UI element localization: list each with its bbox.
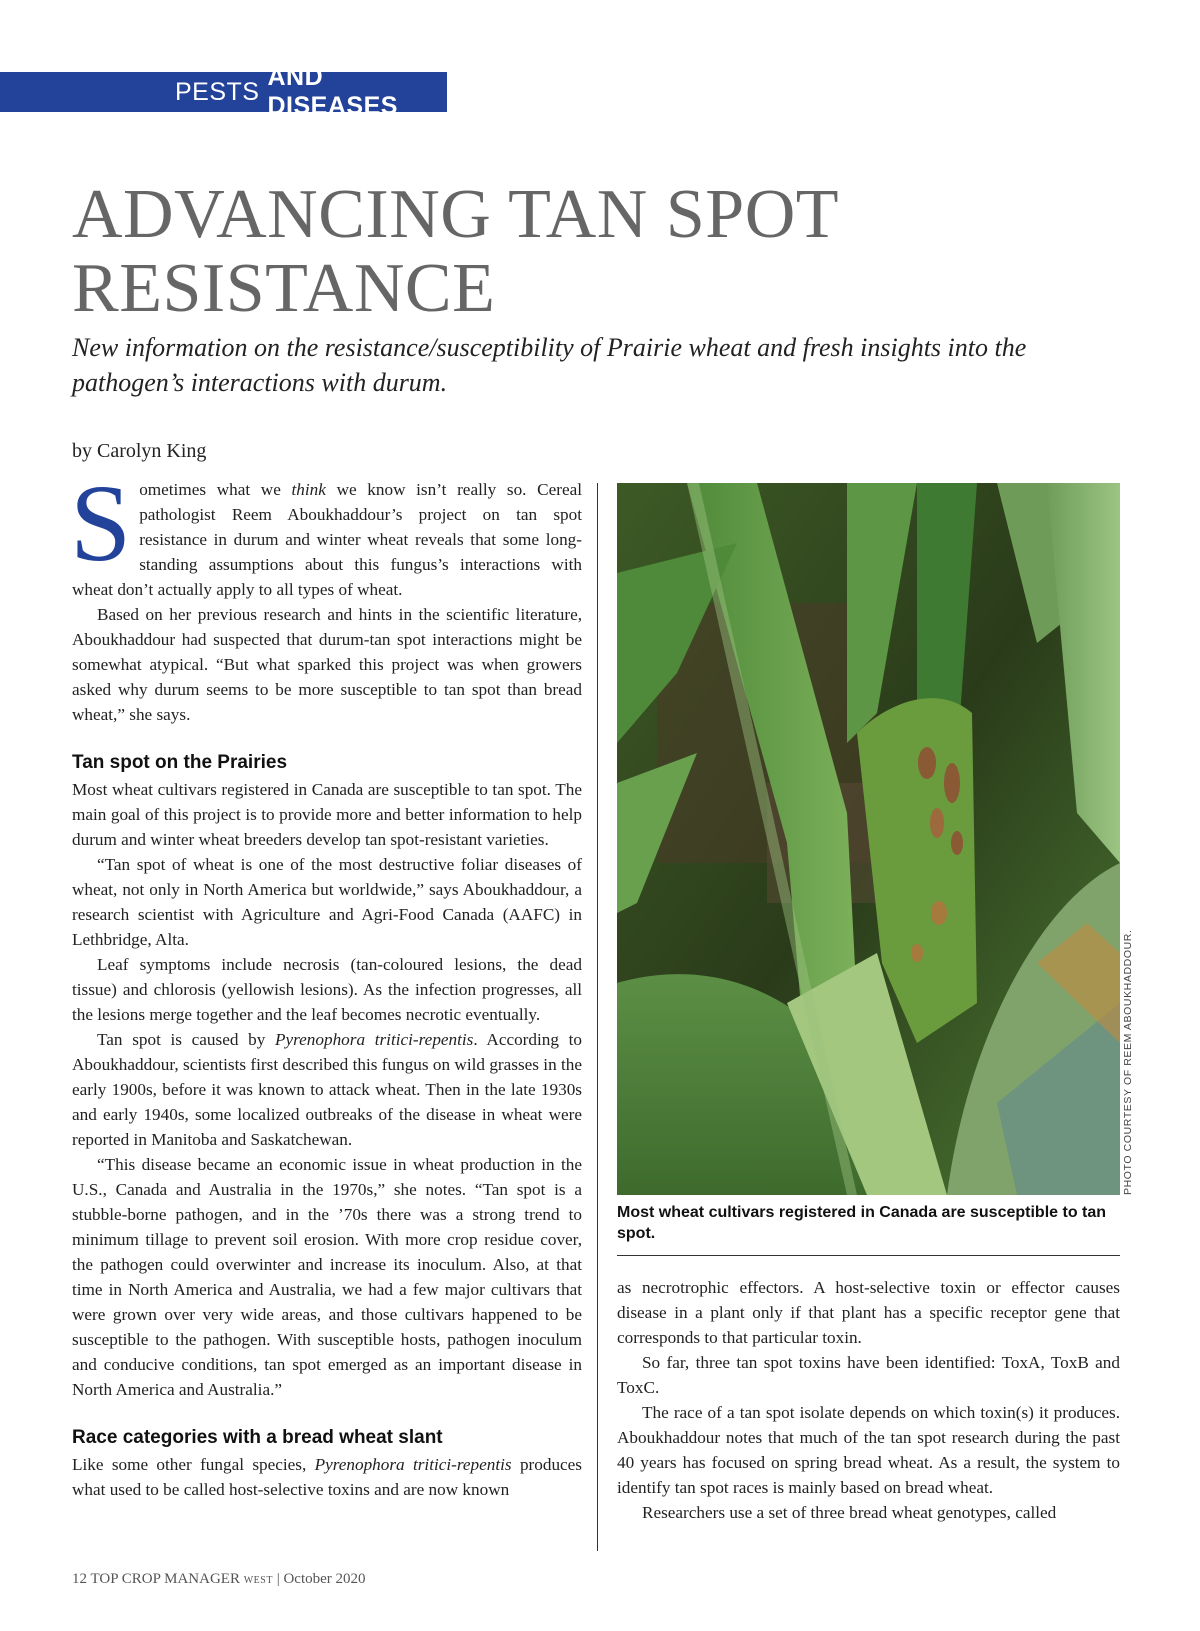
body-paragraph: So far, three tan spot toxins have been identified: ToxA, ToxB and ToxC.: [617, 1353, 1120, 1397]
subheading-race-categories: Race categories with a bread wheat slant: [72, 1427, 443, 1448]
section-label-light: PESTS: [175, 77, 260, 106]
body-paragraph: “Tan spot of wheat is one of the most destructive foliar diseases of wheat, not only in North America but worldwide,” says Aboukhaddour, a research scientist with Agriculture and Agri-Food Canada (AAFC) in Lethbridge, Alta.: [72, 855, 582, 949]
body-text: Tan spot is caused by: [97, 1030, 275, 1049]
body-paragraph: The race of a tan spot isolate depends on which toxin(s) it produces. Aboukhaddour notes that much of the tan spot research during the past 40 years has focused on spring bread wheat. As a result, the system to identify tan spot races is mainly based on bread wheat.: [617, 1403, 1120, 1497]
species-name: Pyrenophora tritici-repentis: [314, 1455, 512, 1474]
byline: by Carolyn King: [72, 440, 207, 462]
intro-text: ometimes what we: [139, 480, 292, 499]
article-headline: [72, 178, 1122, 326]
wheat-leaf-photo: [617, 483, 1120, 1195]
body-text-cont: produces what used to be called host-selective toxins and are now known: [72, 1455, 582, 1499]
body-paragraph: [72, 1027, 582, 1152]
article-deck: New information on the resistance/susceptibility of Prairie wheat and fresh insights into the pathogen’s interactions with durum.: [72, 333, 1027, 397]
intro-paragraph-2: Based on her previous research and hints in the scientific literature, Aboukhaddour had suspected that durum-tan spot interactions might be somewhat atypical. “But what sparked this project was when growers asked why durum seems to be more susceptible to tan spot than bread wheat,” she says.: [72, 605, 582, 724]
body-paragraph: Leaf symptoms include necrosis (tan-coloured lesions, the dead tissue) and chlorosis (yellowish lesions). As the infection progresses, all the lesions merge together and the leaf becomes necrotic eventually.: [72, 955, 582, 1024]
headline-line-2: RESISTANCE: [72, 250, 496, 327]
body-paragraph: Most wheat cultivars registered in Canada are susceptible to tan spot. The main goal of this project is to provide more and better information to help durum and winter wheat breeders develop tan spot-resistant varieties.: [72, 780, 582, 849]
column-divider: [597, 483, 598, 1551]
page-footer: [72, 1571, 366, 1588]
subheading-tan-spot-prairies: Tan spot on the Prairies: [72, 752, 288, 773]
intro-text-cont: we know isn’t really so. Cereal pathologist Reem Aboukhaddour’s project on tan spot resistance in durum and winter wheat reveals that some long-standing assumptions about this fungus’s interactions with wheat don’t actually apply to all types of wheat.: [72, 480, 582, 599]
intro-paragraph-1: [70, 462, 582, 602]
footer-separator: |: [276, 1571, 280, 1587]
issue-date: October 2020: [283, 1571, 366, 1587]
body-paragraph: Researchers use a set of three bread wheat genotypes, called: [642, 1503, 1057, 1522]
wheat-leaves-illustration: [617, 483, 1120, 1195]
intro-emphasis: think: [291, 480, 326, 499]
page-number: 12: [72, 1571, 87, 1587]
species-name: Pyrenophora tritici-repentis: [274, 1030, 474, 1049]
body-text: Like some other fungal species,: [72, 1455, 315, 1474]
drop-cap: S: [70, 462, 132, 584]
photo-caption: Most wheat cultivars registered in Canada are susceptible to tan spot.: [617, 1204, 1107, 1242]
left-column: [70, 462, 582, 1502]
magazine-name: TOP CROP MANAGER: [90, 1571, 240, 1587]
body-text-cont: . According to Aboukhaddour, scientists first described this fungus on wild grasses in the early 1900s, before it was known to attack wheat. Then in the late 1930s and early 1940s, some localized outbreaks of the disease in wheat were reported in Manitoba and Saskatchewan.: [72, 1030, 582, 1149]
section-label-bold: AND DISEASES: [267, 63, 398, 120]
right-column: [617, 1275, 1120, 1525]
caption-rule: [617, 1255, 1120, 1256]
photo-credit: PHOTO COURTESY OF REEM ABOUKHADDOUR.: [1122, 929, 1134, 1195]
body-paragraph: [72, 1452, 582, 1502]
body-paragraph: as necrotrophic effectors. A host-selective toxin or effector causes disease in a plant only if that plant has a specific receptor gene that corresponds to that particular toxin.: [617, 1278, 1120, 1347]
magazine-edition: WEST: [243, 1575, 273, 1586]
headline-line-1: ADVANCING TAN SPOT: [72, 176, 840, 253]
section-banner: [0, 63, 447, 120]
body-paragraph: “This disease became an economic issue in wheat production in the U.S., Canada and Australia in the 1970s,” she notes. “Tan spot is a stubble-borne pathogen, and in the ’70s there was a strong trend to minimum tillage to prevent soil erosion. With more crop residue cover, the pathogen could overwinter and increase its inoculum. Also, at that time in North America and Australia, we had a few major cultivars that were grown over very wide areas, and those cultivars happened to be susceptible to the pathogen. With susceptible hosts, pathogen inoculum and conducive conditions, tan spot emerged as an important disease in North America and Australia.”: [72, 1155, 582, 1399]
